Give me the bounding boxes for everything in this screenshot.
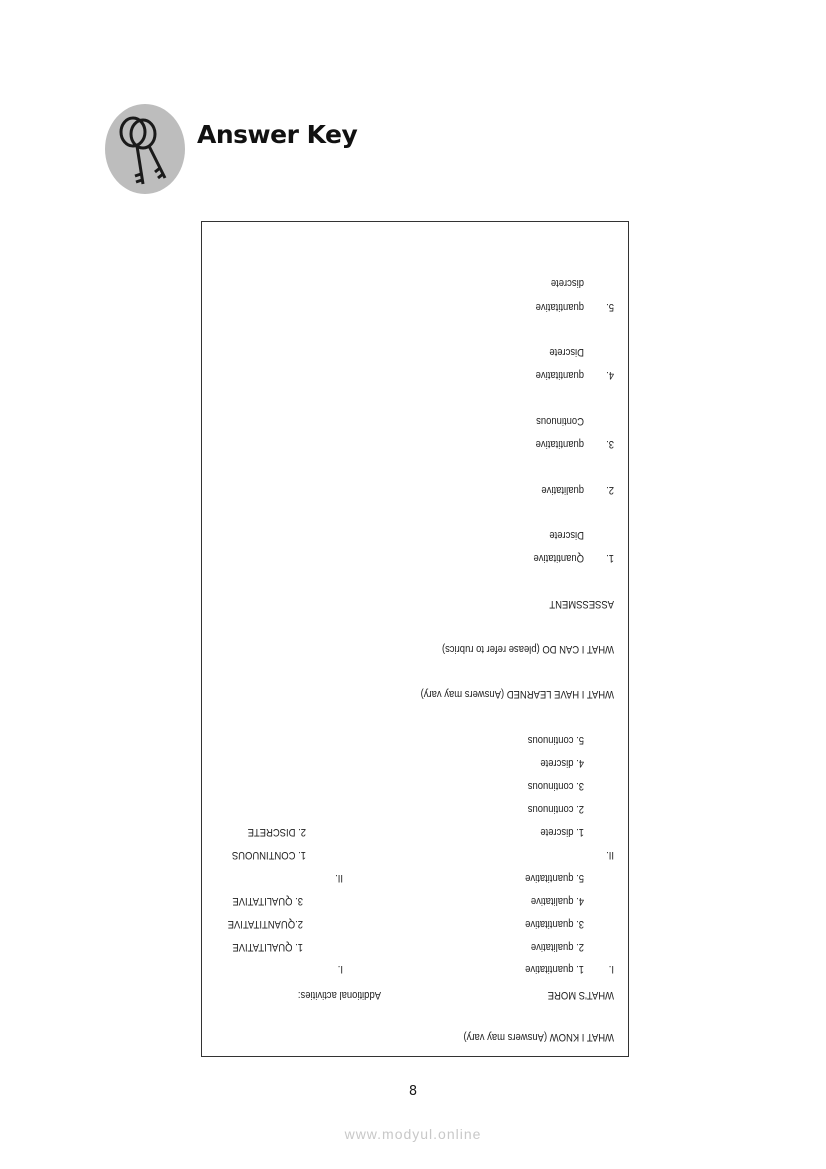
list-item: 3. quantitative — [525, 918, 584, 930]
additional-activities-heading: Additional activities: — [297, 989, 381, 1001]
list-item: 2. qualitative — [530, 941, 584, 953]
list-item: 1. quantitative — [525, 963, 584, 975]
additional-part1-numeral: I. — [337, 963, 343, 975]
whats-more-heading: WHAT'S MORE — [547, 989, 614, 1001]
assessment-item-sub: Continuous — [536, 415, 584, 427]
list-item: 4. qualitative — [530, 895, 584, 907]
assessment-item-answer: qualitative — [541, 484, 584, 496]
list-item: 3. continuous — [527, 780, 584, 792]
assessment-item-answer: quantitative — [535, 438, 584, 450]
assessment-heading: ASSESSMENT — [549, 598, 614, 610]
additional-part2-numeral: II. — [335, 872, 343, 884]
assessment-item-answer: quantitative — [535, 369, 584, 381]
assessment-item-sub: Discrete — [549, 346, 584, 358]
whats-more-part2-numeral: II. — [606, 849, 614, 861]
answer-key-content — [202, 222, 628, 1056]
assessment-item-number: 2. — [606, 484, 614, 496]
page-title: Answer Key — [197, 120, 358, 149]
assessment-item-sub: Discrete — [549, 529, 584, 541]
assessment-item-number: 3. — [606, 438, 614, 450]
answer-key-box — [201, 221, 629, 1057]
list-item: 3. QUALITATIVE — [232, 895, 303, 907]
what-i-have-learned-heading: WHAT I HAVE LEARNED (Answers may vary) — [420, 688, 614, 700]
assessment-item-answer: Quantitative — [533, 552, 584, 564]
keys-icon — [105, 104, 185, 194]
list-item: 5. quantitative — [525, 872, 584, 884]
assessment-item-number: 4. — [606, 369, 614, 381]
list-item: 5. continuous — [527, 734, 584, 746]
whats-more-part1-numeral: I. — [608, 963, 614, 975]
page-number: 8 — [408, 1084, 418, 1099]
list-item: 1. CONTINUOUS — [231, 849, 306, 861]
assessment-item-answer: quantitative — [535, 301, 584, 313]
list-item: 2. continuous — [527, 803, 584, 815]
answer-key-badge — [105, 104, 185, 194]
list-item: 2.QUANTITATIVE — [227, 918, 303, 930]
watermark: www.modyul.online — [344, 1126, 482, 1142]
assessment-item-number: 5. — [606, 301, 614, 313]
what-i-can-do-heading: WHAT I CAN DO (please refer to rubrics) — [441, 643, 614, 655]
what-i-know-heading: WHAT I KNOW (Answers may vary) — [463, 1031, 614, 1043]
list-item: 4. discrete — [540, 757, 584, 769]
assessment-item-number: 1. — [606, 552, 614, 564]
assessment-item-sub: discrete — [550, 277, 584, 289]
list-item: 1. QUALITATIVE — [232, 941, 303, 953]
list-item: 2. DISCRETE — [247, 826, 306, 838]
list-item: 1. discrete — [540, 826, 584, 838]
